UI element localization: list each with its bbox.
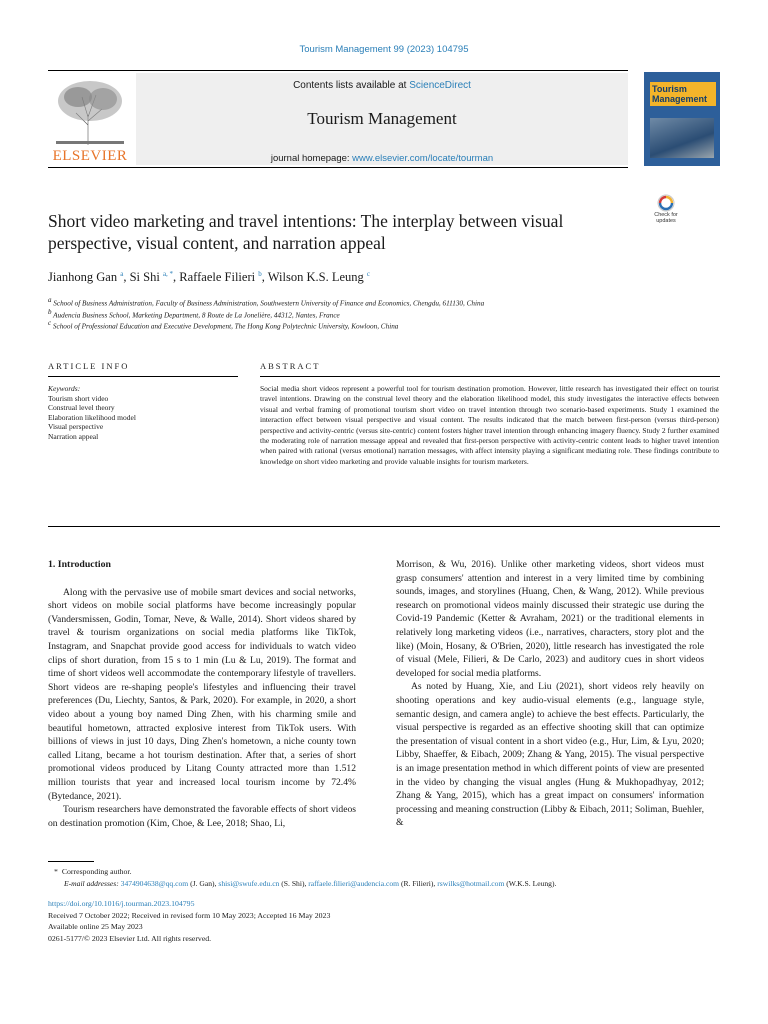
affiliation-text: Audencia Business School, Marketing Department, 8 Route de La Jonelière, 44312, Nantes, France bbox=[53, 311, 340, 320]
check-for-updates-badge[interactable] bbox=[646, 194, 686, 236]
right-column bbox=[396, 558, 704, 830]
cover-title: Tourism Management bbox=[650, 82, 716, 106]
abstract-text: Social media short videos represent a powerful tool for tourism destination promotion. However, little research has investigated their effect on tourist travel intentions. Drawing on the construal level theory and the elaboration likelihood model, this study investigates the interactive effects between visual and verbal framing of promotional tourism short video on travel intention through two scenario-based experiments. Study 1 examined the interaction effect between visual perspective and visual content. The results indicated that the match between first-person (versus third-person) perspective and activity-centric (versus site-centric) content fosters higher travel intention through enhancing imagery fluency. Study 2 further examined the moderating role of narration message appeal and revealed that first-person perspective with activity-centric content leads to higher travel intention when paired with rational (versus emotional) narration messages, with affect intensity playing a significant mediating role. These findings contribute to knowledge on short video marketing and provide valuable insights for tourism marketers. bbox=[260, 384, 719, 466]
affiliation-mark: b bbox=[48, 308, 52, 316]
author-affil-mark[interactable]: b bbox=[258, 270, 262, 278]
affiliation-mark: a bbox=[48, 296, 52, 304]
author-name: Wilson K.S. Leung bbox=[267, 270, 364, 285]
email-owner: (J. Gan), bbox=[190, 879, 217, 888]
received-dates: Received 7 October 2022; Received in revised form 10 May 2023; Accepted 16 May 2023 bbox=[48, 911, 331, 920]
keywords-block bbox=[48, 384, 136, 442]
journal-masthead bbox=[48, 70, 628, 168]
email-link[interactable]: rswilks@hotmail.com bbox=[437, 879, 505, 888]
check-updates-icon bbox=[646, 194, 686, 212]
section-divider bbox=[48, 526, 720, 527]
contents-line bbox=[136, 80, 628, 91]
affiliation-text: School of Business Administration, Faculty of Business Administration, Southwestern University of Finance and Economics, Chengdu, 611130, China bbox=[53, 299, 485, 308]
paragraph: Tourism researchers have demonstrated the favorable effects of short videos on destination promotion (Kim, Choe, & Lee, 2018; Shao, Li, bbox=[48, 804, 356, 829]
keyword-item: Narration appeal bbox=[48, 431, 99, 441]
keyword-item: Tourism short video bbox=[48, 393, 109, 403]
author-name: Jianhong Gan bbox=[48, 270, 118, 285]
paragraph: Along with the pervasive use of mobile smart devices and social networks, short videos on mobile social platforms have become increasingly popular (Vandersmissen, Godin, Tomar, Neve, & Walle, 2014). Short videos shared by travel & tourism organizations on social media platforms like TikTok, Instagram, and Snapchat provide good access for individuals to watch video clips of short duration, from 15 s to 1 min (Lu & Lu, 2019). The format and time of short videos well accommodate the contemporary lifestyle of travellers. Short videos are re-shaping people's lifestyles and influencing their travel preferences (Du, Liechty, Santos, & Park, 2020). For example, in 2020, a short video about a young boy named Ding Zhen, with his charming smile and beautiful hometown, attracted explosive interest from TikTok users. With billions of views in just 10 days, Ding Zhen's hometown, a niche county town called Litang, became a hot tourism destination. After that, a series of short promotional videos produced by Litang County attracted more than 1.512 million tourists that year and increased local tourism income by 72.4% (Bytedance, 2021). bbox=[48, 586, 356, 802]
footnote-rule bbox=[48, 861, 94, 862]
keyword-item: Visual perspective bbox=[48, 422, 104, 432]
author-affil-mark[interactable]: a bbox=[120, 270, 124, 278]
homepage-line bbox=[136, 153, 628, 164]
affiliation bbox=[48, 319, 398, 330]
email-owner: (R. Filieri), bbox=[400, 879, 436, 888]
article-info-heading: ARTICLE INFO bbox=[48, 361, 130, 371]
abstract-heading: ABSTRACT bbox=[260, 361, 321, 371]
contents-prefix: Contents lists available at bbox=[293, 80, 410, 91]
email-link[interactable]: raffaele.filieri@audencia.com bbox=[308, 879, 400, 888]
email-label: E-mail addresses: bbox=[64, 879, 119, 888]
footnote-star: * bbox=[54, 867, 58, 876]
email-owner: (W.K.S. Leung). bbox=[506, 879, 557, 888]
author-affil-mark[interactable]: c bbox=[366, 270, 370, 278]
paragraph: As noted by Huang, Xie, and Liu (2021), short videos rely heavily on shooting operations and key audio-visual elements (e.g., language style, semantic design, and camera angle) to achieve the best effects. Particularly, the visual perspective is regarded as an effective shooting skill that can optimize the presentation of visual content in a short video (e.g., Hur, Lim, & Lyu, 2020; Libby, Shaeffer, & Eibach, 2009; Zhang & Yang, 2015). The visual perspective is an image presentation method in which different points of view are presented in the video by changing the visual angles (Hung & Mukhopadhyay, 2012; Zhang & Yang, 2015), which has a great impact on consumers' information processing and meaning construction (Libby & Eibach, 2011; Soliman, Buehler, & bbox=[396, 681, 704, 829]
available-online: Available online 25 May 2023 bbox=[48, 922, 143, 931]
affiliation bbox=[48, 296, 484, 307]
publisher-name: ELSEVIER bbox=[52, 148, 128, 164]
email-link[interactable]: 3474904638@qq.com bbox=[120, 879, 189, 888]
homepage-prefix: journal homepage: bbox=[270, 153, 353, 164]
author-affil-mark[interactable]: a, * bbox=[162, 270, 174, 278]
affiliation bbox=[48, 308, 340, 319]
check-updates-label: Check for updates bbox=[654, 212, 678, 224]
left-column bbox=[48, 558, 356, 830]
keyword-item: Construal level theory bbox=[48, 403, 115, 413]
author-list: Jianhong Gan $^a$, Si Shi $^{a, *}$, Raffaele Filieri $^b$, Wilson K.S. Leung $^c$ bbox=[48, 270, 370, 285]
homepage-link[interactable]: www.elsevier.com/locate/tourman bbox=[352, 153, 494, 164]
masthead-banner bbox=[136, 73, 628, 165]
keywords-label: Keywords: bbox=[48, 384, 81, 393]
email-link[interactable]: shisi@swufe.edu.cn bbox=[218, 879, 280, 888]
cover-image bbox=[650, 118, 714, 158]
journal-title: Tourism Management bbox=[307, 109, 457, 128]
corresponding-author-note bbox=[54, 866, 132, 878]
article-title: Short video marketing and travel intentions: The interplay between visual perspective, visual content, and narration appeal bbox=[48, 211, 564, 253]
author-name: Raffaele Filieri bbox=[179, 270, 256, 285]
journal-citation[interactable]: Tourism Management 99 (2023) 104795 bbox=[299, 44, 469, 55]
journal-cover[interactable] bbox=[644, 72, 720, 166]
sciencedirect-link[interactable]: ScienceDirect bbox=[409, 80, 471, 91]
abstract-rule bbox=[260, 376, 720, 377]
doi-link[interactable]: https://doi.org/10.1016/j.tourman.2023.104795 bbox=[48, 899, 195, 908]
keyword-item: Elaboration likelihood model bbox=[48, 412, 136, 422]
email-addresses bbox=[64, 878, 556, 890]
tree-icon bbox=[48, 75, 132, 147]
author-name: Si Shi bbox=[129, 270, 160, 285]
corresponding-label: Corresponding author. bbox=[61, 867, 132, 876]
copyright-line: 0261-5177/© 2023 Elsevier Ltd. All rights reserved. bbox=[48, 934, 212, 943]
affiliation-mark: c bbox=[48, 319, 52, 327]
paragraph: Morrison, & Wu, 2016). Unlike other marketing videos, short videos must grasp consumers' attention and interest in a very limited time by combining sounds, images, and storylines (Huang, Chen, & Wang, 2012). While previous research on promotional videos mainly discussed their strategic use during the Covid-19 Pandemic (Ketter & Avraham, 2021) or the traditional elements in relatively long marketing videos (i.e., narratives, characters, story plot and the like) (Moin, Hosany, & O'Brien, 2020), little research has investigated the role of visual (Mele, Filieri, & De Carlo, 2023) and auditory cues in short videos developed for social media platforms. bbox=[396, 559, 704, 679]
section-heading-introduction: 1. Introduction bbox=[48, 559, 111, 570]
elsevier-logo[interactable] bbox=[48, 75, 132, 165]
affiliation-text: School of Professional Education and Executive Development, The Hong Kong Polytechnic University, Kowloon, China bbox=[52, 322, 399, 331]
article-info-rule bbox=[48, 376, 238, 377]
email-owner: (S. Shi), bbox=[281, 879, 307, 888]
